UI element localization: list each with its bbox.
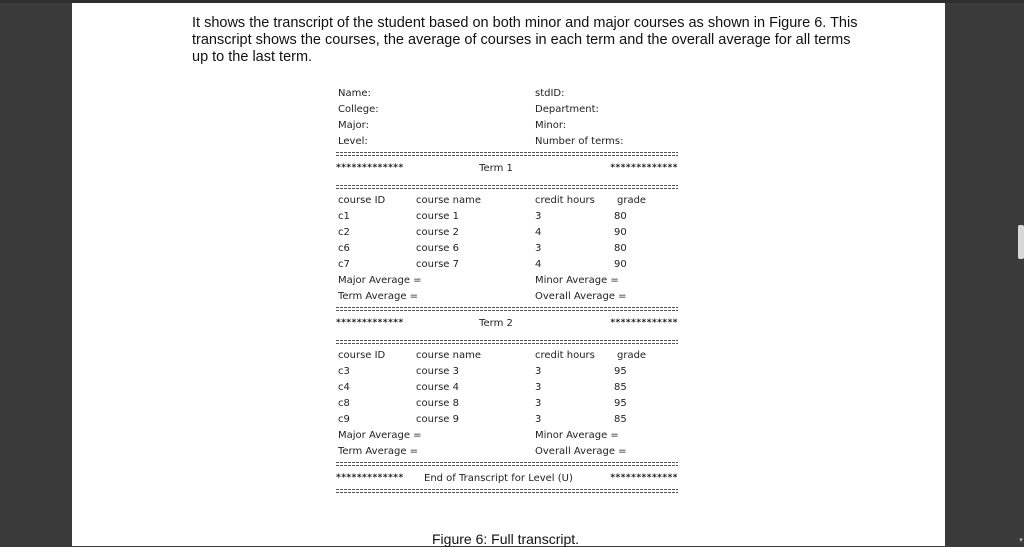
credit-hours: 4 — [535, 259, 542, 270]
end-of-transcript-text: End of Transcript for Level (U) — [424, 473, 573, 484]
label-college: College: — [338, 104, 379, 115]
course-name: course 4 — [416, 382, 459, 393]
grade: 85 — [614, 414, 627, 425]
term-title: Term 2 — [479, 318, 513, 329]
credit-hours: 3 — [535, 382, 542, 393]
grade: 95 — [614, 398, 627, 409]
course-name: course 6 — [416, 243, 459, 254]
col-course-name: course name — [416, 350, 481, 361]
col-credit-hours: credit hours — [535, 195, 595, 206]
document-page — [72, 3, 945, 546]
col-course-id: course ID — [338, 195, 386, 206]
minor-average-label: Minor Average = — [535, 430, 619, 441]
overall-average-label: Overall Average = — [535, 291, 627, 302]
stars-left: ************* — [336, 473, 404, 483]
header-row — [336, 134, 678, 150]
stars-right: ************* — [610, 318, 678, 328]
separator-rule — [336, 151, 678, 159]
grade: 90 — [614, 227, 627, 238]
course-name: course 9 — [416, 414, 459, 425]
table-row — [336, 380, 678, 396]
stars-right: ************* — [610, 473, 678, 483]
grade: 80 — [614, 243, 627, 254]
minor-average-label: Minor Average = — [535, 275, 619, 286]
stars-right: ************* — [610, 163, 678, 173]
label-stdid: stdID: — [535, 88, 565, 99]
course-id: c8 — [338, 398, 350, 409]
credit-hours: 4 — [535, 227, 542, 238]
course-name: course 7 — [416, 259, 459, 270]
course-id: c3 — [338, 366, 350, 377]
term-average-label: Term Average = — [338, 291, 419, 302]
end-banner — [336, 470, 678, 487]
scrollbar-thumb[interactable] — [1018, 225, 1024, 259]
label-major: Major: — [338, 120, 369, 131]
label-level: Level: — [338, 136, 368, 147]
separator-rule — [336, 306, 678, 314]
summary-row — [336, 289, 678, 305]
term-banner — [336, 160, 678, 177]
separator-rule — [336, 461, 678, 469]
label-minor: Minor: — [535, 120, 567, 131]
header-row — [336, 118, 678, 134]
figure-caption: Figure 6: Full transcript. — [432, 531, 580, 547]
grade: 95 — [614, 366, 627, 377]
label-name: Name: — [338, 88, 371, 99]
credit-hours: 3 — [535, 414, 542, 425]
course-id: c2 — [338, 227, 350, 238]
grade: 80 — [614, 211, 627, 222]
col-credit-hours: credit hours — [535, 350, 595, 361]
table-row — [336, 225, 678, 241]
table-row — [336, 257, 678, 273]
summary-row — [336, 428, 678, 444]
summary-row — [336, 444, 678, 460]
grade: 90 — [614, 259, 627, 270]
separator-rule — [336, 339, 678, 347]
scroll-down-arrow-icon[interactable]: ▾ — [1019, 537, 1023, 544]
credit-hours: 3 — [535, 243, 542, 254]
table-row — [336, 209, 678, 225]
header-row — [336, 102, 678, 118]
course-name: course 2 — [416, 227, 459, 238]
col-course-name: course name — [416, 195, 481, 206]
separator-rule — [336, 184, 678, 192]
course-id: c6 — [338, 243, 350, 254]
credit-hours: 3 — [535, 366, 542, 377]
course-id: c4 — [338, 382, 350, 393]
table-row — [336, 412, 678, 428]
course-id: c9 — [338, 414, 350, 425]
term-title: Term 1 — [479, 163, 513, 174]
intro-line: It shows the transcript of the student based on both minor and major courses as shown in Figure 6. This — [192, 15, 858, 31]
intro-paragraph — [192, 15, 882, 66]
table-row — [336, 241, 678, 257]
stars-left: ************* — [336, 163, 404, 173]
term-average-label: Term Average = — [338, 446, 419, 457]
course-id: c7 — [338, 259, 350, 270]
col-course-id: course ID — [338, 350, 386, 361]
course-name: course 3 — [416, 366, 459, 377]
intro-line: up to the last term. — [192, 49, 313, 65]
summary-row — [336, 273, 678, 289]
transcript-figure — [336, 86, 678, 497]
course-name: course 1 — [416, 211, 459, 222]
term-banner — [336, 315, 678, 332]
credit-hours: 3 — [535, 211, 542, 222]
table-row — [336, 364, 678, 380]
course-name: course 8 — [416, 398, 459, 409]
header-row — [336, 86, 678, 102]
column-header-row — [336, 193, 678, 209]
major-average-label: Major Average = — [338, 275, 422, 286]
overall-average-label: Overall Average = — [535, 446, 627, 457]
grade: 85 — [614, 382, 627, 393]
column-header-row — [336, 348, 678, 364]
stars-left: ************* — [336, 318, 404, 328]
intro-line: transcript shows the courses, the average of courses in each term and the overall average for all terms — [192, 32, 851, 48]
label-number-of-terms: Number of terms: — [535, 136, 624, 147]
label-department: Department: — [535, 104, 599, 115]
course-id: c1 — [338, 211, 350, 222]
major-average-label: Major Average = — [338, 430, 422, 441]
credit-hours: 3 — [535, 398, 542, 409]
col-grade: grade — [617, 350, 647, 361]
separator-rule — [336, 488, 678, 496]
table-row — [336, 396, 678, 412]
col-grade: grade — [617, 195, 647, 206]
